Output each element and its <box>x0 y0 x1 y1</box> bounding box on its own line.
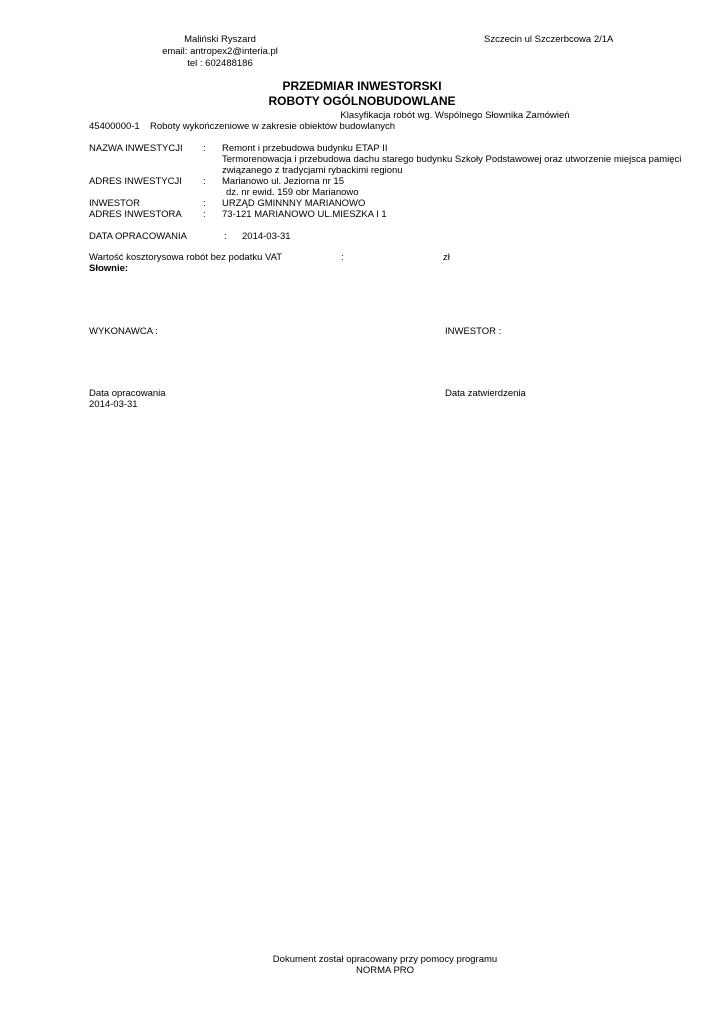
investor-address-label: ADRES INWESTORA <box>89 209 182 220</box>
investor-signature-label: INWESTOR : <box>445 326 502 337</box>
investment-name-line1: Remont i przebudowa budynku ETAP II <box>222 143 388 154</box>
author-phone: tel : 602488186 <box>187 58 253 69</box>
document-subtitle: ROBOTY OGÓLNOBUDOWLANE <box>268 94 456 108</box>
classification-label: Klasyfikacja robót wg. Wspólnego Słownika Zamówień <box>340 110 570 121</box>
investor-address-value: 73-121 MARIANOWO UL.MIESZKA I 1 <box>222 209 387 220</box>
date-colon: : <box>224 231 227 242</box>
header-place: Szczecin ul Szczerbcowa 2/1A <box>484 34 614 45</box>
investment-address-line2: dz. nr ewid. 159 obr Marianowo <box>226 187 359 198</box>
cost-currency: zł <box>443 252 450 263</box>
investor-colon: : <box>203 198 206 209</box>
date-value: 2014-03-31 <box>242 231 291 242</box>
cost-colon: : <box>341 252 344 263</box>
investment-address-label: ADRES INWESTYCJI <box>89 176 182 187</box>
cpv-name: Roboty wykończeniowe w zakresie obiektów budowlanych <box>150 121 396 132</box>
investment-name-line3: związanego z tradycjami rybackimi regionu <box>222 165 403 176</box>
amount-in-words-label: Słownie: <box>89 263 129 274</box>
document-title: PRZEDMIAR INWESTORSKI <box>282 79 442 93</box>
investment-name-line2: Termorenowacja i przebudowa dachu starego budynku Szkoły Podstawowej oraz utworzenie miejsca pamięci <box>222 154 682 165</box>
footer-line2: NORMA PRO <box>355 965 415 976</box>
investment-address-colon: : <box>203 176 206 187</box>
approval-date-label: Data zatwierdzenia <box>445 388 526 399</box>
date-label: DATA OPRACOWANIA <box>89 231 188 242</box>
investment-address-line1: Marianowo ul. Jeziorna nr 15 <box>222 176 344 187</box>
investment-name-label: NAZWA INWESTYCJI <box>89 143 183 154</box>
author-email: email: antropex2@interia.pl <box>162 46 278 57</box>
prepared-date-value: 2014-03-31 <box>89 399 138 410</box>
cpv-code: 45400000-1 <box>89 121 140 132</box>
investor-value: URZĄD GMINNNY MARIANOWO <box>222 198 366 209</box>
investor-address-colon: : <box>203 209 206 220</box>
footer-line1: Dokument został opracowany przy pomocy programu <box>272 954 498 965</box>
contractor-label: WYKONAWCA : <box>89 326 158 337</box>
prepared-date-label: Data opracowania <box>89 388 166 399</box>
investor-label: INWESTOR <box>89 198 141 209</box>
investment-name-colon: : <box>203 143 206 154</box>
author-block <box>140 34 300 70</box>
cost-label: Wartość kosztorysowa robót bez podatku VAT <box>89 252 283 263</box>
author-name: Maliński Ryszard <box>184 34 256 45</box>
